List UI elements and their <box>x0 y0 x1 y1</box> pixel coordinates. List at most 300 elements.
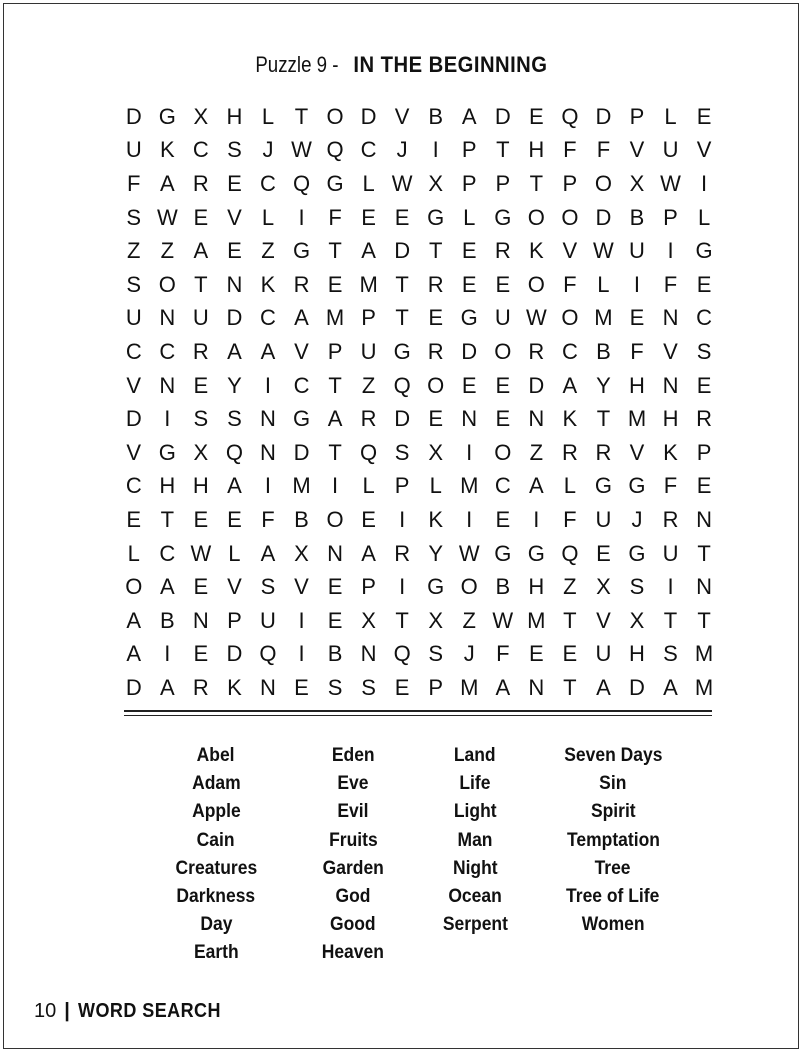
grid-letter: Q <box>360 439 378 465</box>
grid-letter: F <box>596 137 611 163</box>
grid-letter: X <box>294 540 309 566</box>
grid-letter: U <box>662 137 679 163</box>
grid-letter: P <box>327 338 343 364</box>
grid-letter: K <box>428 506 444 532</box>
grid-letter: D <box>595 204 612 230</box>
grid-letter: I <box>164 641 171 667</box>
grid-row <box>117 335 721 369</box>
word-list-item: Darkness <box>176 885 256 907</box>
grid-letter: Q <box>561 103 579 129</box>
grid-letter: I <box>264 372 272 398</box>
grid-letter: R <box>696 406 713 432</box>
puzzle-title <box>4 52 800 78</box>
grid-letter: V <box>126 372 142 398</box>
grid-letter: T <box>563 674 577 700</box>
grid-letter: E <box>495 506 511 532</box>
grid-letter: U <box>595 641 612 667</box>
grid-letter: M <box>460 674 479 700</box>
grid-letter: G <box>292 406 311 432</box>
grid-letter: N <box>159 372 176 398</box>
grid-letter: W <box>458 540 480 566</box>
grid-letter: V <box>126 439 142 465</box>
word-list-item: Good <box>330 914 376 936</box>
grid-letter: F <box>496 641 510 667</box>
grid-letter: A <box>596 674 611 700</box>
word-list-item: Eve <box>337 773 369 795</box>
grid-letter: O <box>527 271 545 297</box>
grid-letter: V <box>629 439 645 465</box>
grid-letter: A <box>126 641 142 667</box>
grid-row <box>117 134 721 168</box>
grid-letter: S <box>361 674 376 700</box>
grid-letter: T <box>563 607 577 633</box>
grid-letter: L <box>597 271 610 297</box>
grid-letter: V <box>596 607 611 633</box>
grid-letter: T <box>395 305 409 331</box>
grid-letter: A <box>528 473 544 499</box>
word-list-item: Sin <box>599 773 627 795</box>
grid-letter: N <box>461 406 478 432</box>
grid-row <box>117 503 721 537</box>
grid-letter: W <box>593 238 614 264</box>
grid-letter: T <box>395 271 409 297</box>
word-list-item: Night <box>452 857 498 879</box>
grid-letter: X <box>428 439 444 465</box>
grid-row <box>117 470 721 504</box>
grid-letter: D <box>226 641 243 667</box>
grid-letter: F <box>663 271 678 297</box>
grid-letter: S <box>394 439 410 465</box>
grid-letter: T <box>194 271 208 297</box>
grid-letter: A <box>227 473 242 499</box>
grid-letter: E <box>193 506 209 532</box>
word-list-item: Land <box>454 745 496 766</box>
word-list-item: Serpent <box>442 914 508 936</box>
grid-letter: W <box>391 170 413 196</box>
grid-letter: P <box>696 439 712 465</box>
grid-letter: M <box>627 406 647 432</box>
grid-letter: E <box>696 473 712 499</box>
word-list-item: Man <box>457 829 493 851</box>
grid-letter: E <box>495 372 511 398</box>
grid-letter: S <box>696 338 712 364</box>
grid-letter: K <box>260 271 276 297</box>
grid-letter: E <box>227 506 242 532</box>
grid-letter: X <box>596 574 611 600</box>
grid-letter: L <box>697 204 711 230</box>
grid-letter: N <box>662 305 679 331</box>
grid-letter: X <box>193 103 209 129</box>
grid-letter: U <box>360 338 377 364</box>
grid-letter: O <box>594 170 612 196</box>
grid-letter: E <box>562 641 578 667</box>
grid-letter: Q <box>561 540 579 566</box>
grid-letter: V <box>629 137 645 163</box>
word-list-item: Abel <box>197 745 235 766</box>
grid-letter: D <box>528 372 545 398</box>
word-list-item: Ocean <box>448 885 502 907</box>
grid-letter: M <box>694 674 714 700</box>
grid-letter: V <box>227 204 242 230</box>
grid-letter: D <box>595 103 612 129</box>
word-list-item: God <box>335 885 371 907</box>
grid-letter: E <box>227 238 242 264</box>
grid-letter: R <box>595 439 612 465</box>
grid-letter: D <box>125 406 142 432</box>
grid-row <box>117 167 721 201</box>
grid-row <box>117 268 721 302</box>
grid-letter: D <box>125 674 142 700</box>
grid-letter: A <box>294 305 309 331</box>
grid-letter: E <box>461 271 477 297</box>
grid-letter: T <box>328 238 342 264</box>
grid-letter: R <box>293 271 310 297</box>
grid-letter: I <box>298 607 305 633</box>
grid-letter: H <box>528 137 545 163</box>
grid-letter: C <box>159 338 176 364</box>
grid-letter: G <box>326 170 344 196</box>
grid-letter: E <box>294 674 309 700</box>
grid-letter: L <box>127 540 140 566</box>
grid-letter: E <box>327 574 343 600</box>
grid-letter: C <box>159 540 176 566</box>
grid-letter: R <box>494 238 511 264</box>
grid-letter: Z <box>462 607 476 633</box>
grid-row <box>117 234 721 268</box>
grid-letter: X <box>428 607 444 633</box>
grid-letter: K <box>562 406 578 432</box>
grid-letter: I <box>264 473 272 499</box>
grid-letter: E <box>361 506 376 532</box>
grid-letter: Q <box>259 641 277 667</box>
grid-letter: L <box>664 103 677 129</box>
grid-letter: F <box>328 204 342 230</box>
grid-letter: N <box>696 574 713 600</box>
word-list-item: Creatures <box>175 857 257 879</box>
grid-letter: U <box>662 540 679 566</box>
grid-letter: R <box>561 439 578 465</box>
grid-letter: U <box>192 305 209 331</box>
grid-letter: A <box>159 574 175 600</box>
grid-letter: G <box>427 204 445 230</box>
grid-row <box>117 537 721 571</box>
word-list-item: Tree of Life <box>566 885 660 907</box>
grid-letter: X <box>193 439 209 465</box>
word-list-item: Spirit <box>590 801 636 823</box>
grid-letter: N <box>662 372 679 398</box>
grid-letter: O <box>427 372 445 398</box>
grid-row <box>117 638 721 672</box>
grid-letter: G <box>594 473 612 499</box>
grid-letter: D <box>629 674 645 700</box>
grid-letter: Q <box>393 372 411 398</box>
grid-letter: V <box>294 574 309 600</box>
word-list-item: Tree <box>595 857 631 879</box>
grid-letter: E <box>193 372 209 398</box>
grid-letter: O <box>561 204 579 230</box>
grid-letter: B <box>159 607 175 633</box>
grid-letter: O <box>561 305 579 331</box>
grid-letter: T <box>160 506 175 532</box>
grid-row <box>117 604 721 638</box>
grid-letter: L <box>261 103 275 129</box>
grid-letter: Q <box>225 439 243 465</box>
grid-letter: B <box>327 641 343 667</box>
grid-letter: W <box>660 170 681 196</box>
grid-letter: E <box>461 372 477 398</box>
grid-letter: V <box>663 338 678 364</box>
grid-letter: P <box>663 204 678 230</box>
grid-letter: U <box>629 238 645 264</box>
grid-letter: L <box>362 473 375 499</box>
grid-letter: G <box>628 540 646 566</box>
grid-letter: P <box>227 607 242 633</box>
grid-letter: E <box>528 641 544 667</box>
grid-letter: M <box>359 271 378 297</box>
grid-letter: D <box>394 406 411 432</box>
grid-letter: N <box>192 607 209 633</box>
grid-letter: N <box>360 641 377 667</box>
grid-letter: A <box>260 338 276 364</box>
grid-letter: F <box>630 338 644 364</box>
grid-letter: Y <box>596 372 611 398</box>
grid-letter: C <box>696 305 713 331</box>
grid-letter: F <box>127 170 141 196</box>
grid-letter: U <box>125 137 142 163</box>
word-list-item: Eden <box>331 745 375 766</box>
grid-letter: L <box>228 540 241 566</box>
grid-letter: I <box>432 137 439 163</box>
grid-letter: W <box>190 540 212 566</box>
grid-letter: S <box>126 271 142 297</box>
grid-letter: S <box>126 204 142 230</box>
grid-letter: T <box>328 372 342 398</box>
grid-letter: N <box>327 540 343 566</box>
grid-letter: T <box>328 439 342 465</box>
grid-row <box>117 201 721 235</box>
grid-row <box>117 100 721 134</box>
word-list-item: Earth <box>193 942 239 964</box>
grid-letter: R <box>427 271 444 297</box>
grid-letter: R <box>192 338 209 364</box>
grid-letter: G <box>158 103 176 129</box>
grid-letter: I <box>164 406 171 432</box>
grid-letter: I <box>466 506 473 532</box>
grid-letter: U <box>595 506 612 532</box>
grid-letter: H <box>662 406 679 432</box>
grid-letter: K <box>663 439 678 465</box>
grid-letter: M <box>325 305 345 331</box>
grid-letter: E <box>696 103 712 129</box>
grid-letter: E <box>327 271 343 297</box>
grid-letter: P <box>461 170 477 196</box>
grid-letter: R <box>360 406 377 432</box>
grid-letter: Q <box>326 137 344 163</box>
grid-letter: P <box>629 103 645 129</box>
grid-letter: A <box>126 607 142 633</box>
puzzle-number: Puzzle 9 - <box>254 52 339 77</box>
grid-letter: O <box>125 574 143 600</box>
divider-thin <box>124 715 712 716</box>
grid-letter: G <box>292 238 311 264</box>
grid-letter: I <box>399 506 406 532</box>
grid-letter: N <box>260 439 276 465</box>
grid-letter: P <box>361 574 376 600</box>
grid-letter: D <box>226 305 243 331</box>
grid-letter: A <box>562 372 578 398</box>
grid-letter: A <box>361 238 376 264</box>
grid-letter: C <box>360 137 377 163</box>
grid-letter: G <box>494 540 512 566</box>
grid-letter: H <box>192 473 209 499</box>
grid-letter: A <box>159 170 175 196</box>
grid-letter: F <box>261 506 275 532</box>
grid-letter: B <box>596 338 611 364</box>
grid-letter: N <box>528 674 545 700</box>
grid-letter: I <box>331 473 339 499</box>
grid-letter: C <box>125 473 142 499</box>
grid-letter: U <box>260 607 276 633</box>
grid-letter: Y <box>227 372 242 398</box>
grid-letter: P <box>361 305 376 331</box>
grid-letter: X <box>361 607 376 633</box>
grid-letter: M <box>594 305 613 331</box>
grid-letter: Y <box>428 540 444 566</box>
grid-letter: T <box>294 103 309 129</box>
grid-letter: X <box>629 607 645 633</box>
grid-letter: D <box>125 103 142 129</box>
grid-letter: E <box>461 238 477 264</box>
grid-letter: E <box>428 406 444 432</box>
grid-letter: M <box>527 607 546 633</box>
grid-letter: L <box>429 473 442 499</box>
grid-letter: V <box>562 238 578 264</box>
grid-letter: I <box>399 574 406 600</box>
grid-letter: G <box>393 338 411 364</box>
grid-letter: X <box>629 170 645 196</box>
grid-letter: B <box>495 574 511 600</box>
grid-letter: I <box>298 641 305 667</box>
word-column-4 <box>533 742 693 939</box>
grid-letter: W <box>492 607 514 633</box>
grid-letter: A <box>227 338 242 364</box>
grid-letter: Z <box>361 372 376 398</box>
grid-letter: O <box>326 103 344 129</box>
grid-letter: M <box>292 473 311 499</box>
grid-letter: A <box>495 674 511 700</box>
grid-letter: C <box>494 473 511 499</box>
grid-letter: D <box>360 103 377 129</box>
grid-letter: K <box>159 137 175 163</box>
grid-letter: J <box>631 506 643 532</box>
grid-letter: G <box>695 238 713 264</box>
grid-letter: R <box>427 338 444 364</box>
grid-letter: C <box>260 305 276 331</box>
grid-letter: R <box>394 540 411 566</box>
grid-letter: E <box>528 103 544 129</box>
grid-letter: N <box>159 305 176 331</box>
grid-letter: E <box>193 641 209 667</box>
grid-letter: L <box>362 170 375 196</box>
grid-letter: O <box>460 574 478 600</box>
grid-letter: I <box>667 238 674 264</box>
grid-letter: D <box>394 238 411 264</box>
grid-letter: V <box>294 338 309 364</box>
grid-letter: A <box>159 674 175 700</box>
grid-letter: I <box>667 574 674 600</box>
word-list-item: Life <box>459 773 491 795</box>
word-list-item: Evil <box>337 801 369 823</box>
word-list-item: Heaven <box>321 942 385 964</box>
word-list-item: Garden <box>322 857 384 879</box>
grid-letter: Z <box>127 238 141 264</box>
puzzle-page <box>3 3 799 1049</box>
grid-letter: E <box>126 506 142 532</box>
page-footer <box>34 1000 237 1023</box>
grid-letter: J <box>262 137 274 163</box>
grid-letter: N <box>260 674 276 700</box>
grid-letter: P <box>495 170 511 196</box>
grid-letter: I <box>533 506 540 532</box>
grid-letter: P <box>461 137 477 163</box>
grid-letter: W <box>156 204 178 230</box>
grid-row <box>117 402 721 436</box>
grid-letter: T <box>395 607 409 633</box>
grid-letter: G <box>628 473 646 499</box>
grid-letter: B <box>428 103 444 129</box>
grid-letter: K <box>227 674 242 700</box>
grid-letter: J <box>463 641 475 667</box>
grid-letter: L <box>563 473 576 499</box>
word-list-item: Women <box>581 914 645 936</box>
grid-letter: J <box>396 137 408 163</box>
grid-letter: R <box>192 170 209 196</box>
grid-letter: A <box>327 406 343 432</box>
grid-letter: X <box>428 170 444 196</box>
word-column-1 <box>136 742 296 968</box>
grid-letter: F <box>663 473 678 499</box>
word-list-item: Temptation <box>566 829 660 851</box>
grid-letter: L <box>261 204 275 230</box>
grid-letter: Z <box>261 238 275 264</box>
grid-letter: E <box>394 674 410 700</box>
grid-letter: E <box>629 305 645 331</box>
grid-letter: D <box>494 103 511 129</box>
grid-row <box>117 436 721 470</box>
grid-row <box>117 369 721 403</box>
grid-letter: E <box>495 406 511 432</box>
grid-letter: H <box>159 473 176 499</box>
grid-letter: P <box>562 170 578 196</box>
grid-letter: S <box>327 674 343 700</box>
grid-letter: F <box>563 506 577 532</box>
grid-letter: C <box>561 338 578 364</box>
grid-letter: P <box>428 674 444 700</box>
grid-letter: N <box>260 406 276 432</box>
grid-letter: A <box>193 238 209 264</box>
grid-letter: V <box>394 103 410 129</box>
grid-letter: I <box>701 170 708 196</box>
grid-letter: G <box>427 574 445 600</box>
grid-letter: T <box>663 607 678 633</box>
grid-row <box>117 671 721 705</box>
grid-letter: D <box>461 338 478 364</box>
grid-letter: C <box>125 338 142 364</box>
page-number: 10 <box>34 1000 57 1022</box>
grid-letter: S <box>193 406 209 432</box>
grid-letter: V <box>696 137 712 163</box>
grid-letter: P <box>394 473 410 499</box>
